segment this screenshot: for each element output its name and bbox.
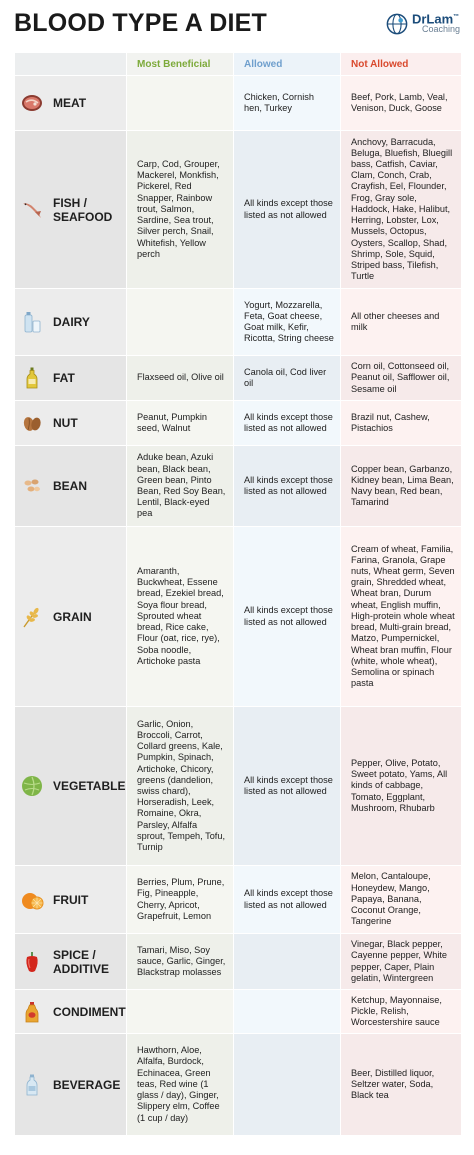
category-cell: [15, 356, 126, 400]
category-cell: [15, 866, 126, 933]
category-cell: [15, 131, 126, 288]
table-row-condiment: [15, 990, 461, 1033]
table-row-fish: [15, 131, 461, 288]
not-allowed-cell: Beef, Pork, Lamb, Veal, Venison, Duck, Goose: [341, 76, 461, 130]
category-name: VEGETABLE: [53, 779, 126, 793]
allowed-cell: Chicken, Cornish hen, Turkey: [234, 76, 340, 130]
most-beneficial-cell: Berries, Plum, Prune, Fig, Pineapple, Cherry, Apricot, Grapefruit, Lemon: [127, 866, 233, 933]
most-beneficial-cell: [127, 289, 233, 355]
not-allowed-cell: Vinegar, Black pepper, Cayenne pepper, White pepper, Caper, Plain gelatin, Wintergreen: [341, 934, 461, 989]
logo-text: [412, 12, 460, 35]
category-cell: [15, 934, 126, 989]
not-allowed-cell: Melon, Cantaloupe, Honeydew, Mango, Papaya, Banana, Coconut Orange, Tangerine: [341, 866, 461, 933]
not-allowed-cell: Cream of wheat, Familia, Farina, Granola, Grape nuts, Wheat germ, Seven grain, Shredded wheat, Wheat bran, Durum wheat, English muffin, High-protein whole wheat bread, Multi-grain bread, Matzo, Pumpernickel, Wheat bran muffin, Flour (white, whole wheat), Semolina or spinach pasta: [341, 527, 461, 706]
header-allowed: Allowed: [234, 53, 340, 75]
table-row-nut: [15, 401, 461, 445]
category-cell: [15, 289, 126, 355]
table-row-meat: [15, 76, 461, 130]
category-name: MEAT: [53, 96, 87, 110]
not-allowed-cell: Pepper, Olive, Potato, Sweet potato, Yams, All kinds of cabbage, Tomato, Eggplant, Mushroom, Rhubarb: [341, 707, 461, 865]
allowed-cell: All kinds except those listed as not allowed: [234, 527, 340, 706]
beverage-bottle-icon: [19, 1072, 45, 1098]
page-title: BLOOD TYPE A DIET: [14, 9, 267, 37]
not-allowed-cell: Beer, Distilled liquor, Seltzer water, Soda, Black tea: [341, 1034, 461, 1135]
category-name: FRUIT: [53, 892, 89, 907]
sauce-bottle-icon: [19, 999, 45, 1025]
logo-trademark: ™: [453, 14, 460, 20]
most-beneficial-cell: Peanut, Pumpkin seed, Walnut: [127, 401, 233, 445]
category-name: DAIRY: [53, 315, 90, 329]
allowed-cell: [234, 1034, 340, 1135]
category-cell: [15, 707, 126, 865]
most-beneficial-cell: Tamari, Miso, Soy sauce, Garlic, Ginger, Blackstrap molasses: [127, 934, 233, 989]
category-name: BEVERAGE: [53, 1077, 121, 1092]
table-row-bean: [15, 446, 461, 526]
allowed-cell: Yogurt, Mozzarella, Feta, Goat cheese, Goat milk, Kefir, Ricotta, String cheese: [234, 289, 340, 355]
category-name: CONDIMENT: [53, 1004, 126, 1019]
most-beneficial-cell: Aduke bean, Azuki bean, Black bean, Green bean, Pinto Bean, Red Soy Bean, Lentil, Black-eyed pea: [127, 446, 233, 526]
table-row-dairy: [15, 289, 461, 355]
table-row-spice: [15, 934, 461, 989]
category-cell: [15, 990, 126, 1033]
most-beneficial-cell: [127, 76, 233, 130]
grain-icon: [19, 604, 45, 630]
category-name: FISH / SEAFOOD: [53, 195, 113, 224]
table-row-fat: [15, 356, 461, 400]
orange-icon: [19, 887, 45, 913]
not-allowed-cell: Anchovy, Barracuda, Beluga, Bluefish, Bluegill bass, Catfish, Caviar, Clam, Conch, Crab, Crayfish, Eel, Flounder, Frog, Gray sole, Haddock, Hake, Halibut, Herring, Lobster, Lox, Mussels, Octopus, Oysters, Scallop, Shad, Shrimp, Sole, Squid, Striped bass, Tilefish, Turtle: [341, 131, 461, 288]
logo-name: [411, 11, 460, 27]
not-allowed-cell: Copper bean, Garbanzo, Kidney bean, Lima Bean, Navy bean, Red bean, Tamarind: [341, 446, 461, 526]
category-cell: [15, 446, 126, 526]
category-name: GRAIN: [53, 609, 92, 624]
logo-subtitle: Coaching: [421, 24, 460, 35]
allowed-cell: Canola oil, Cod liver oil: [234, 356, 340, 400]
oil-bottle-icon: [19, 365, 45, 391]
not-allowed-cell: Ketchup, Mayonnaise, Pickle, Relish, Worcestershire sauce: [341, 990, 461, 1033]
category-cell: [15, 1034, 126, 1135]
allowed-cell: All kinds except those listed as not allowed: [234, 446, 340, 526]
page-header: [0, 0, 474, 48]
table-row-beverage: [15, 1034, 461, 1135]
most-beneficial-cell: Hawthorn, Aloe, Alfalfa, Burdock, Echinacea, Green teas, Red wine (1 glass / day), Ginger, Slippery elm, Coffee (1 cup / day): [127, 1034, 233, 1135]
table-row-fruit: [15, 866, 461, 933]
pepper-icon: [19, 949, 45, 975]
most-beneficial-cell: Amaranth, Buckwheat, Essene bread, Ezekiel bread, Soya flour bread, Sprouted wheat bread, Rice cake, Flour (oat, rice, rye), Soba noodle, Artichoke pasta: [127, 527, 233, 706]
most-beneficial-cell: Flaxseed oil, Olive oil: [127, 356, 233, 400]
allowed-cell: All kinds except those listed as not allowed: [234, 401, 340, 445]
cabbage-icon: [19, 773, 45, 799]
category-cell: [15, 76, 126, 130]
logo-name-text: DrLam: [411, 11, 454, 27]
logo-globe-icon: [386, 13, 408, 35]
diet-table: [14, 52, 462, 1136]
header-most-beneficial: Most Beneficial: [127, 53, 233, 75]
category-name: NUT: [53, 416, 78, 430]
category-name: SPICE / ADDITIVE: [53, 947, 110, 976]
allowed-cell: All kinds except those listed as not allowed: [234, 131, 340, 288]
fish-icon: [19, 197, 45, 223]
most-beneficial-cell: Garlic, Onion, Broccoli, Carrot, Collard greens, Kale, Pumpkin, Spinach, Artichoke, Chicory, greens (dandelion, swiss chard), Horseradish, Leek, Romaine, Okra, Parsley, Alfalfa sprout, Tempeh, Tofu, Turnip: [127, 707, 233, 865]
table-row-vegetable: [15, 707, 461, 865]
allowed-cell: All kinds except those listed as not allowed: [234, 707, 340, 865]
not-allowed-cell: Corn oil, Cottonseed oil, Peanut oil, Safflower oil, Sesame oil: [341, 356, 461, 400]
header-not-allowed: Not Allowed: [341, 53, 461, 75]
allowed-cell: [234, 990, 340, 1033]
milk-icon: [19, 309, 45, 335]
category-name: FAT: [53, 371, 75, 385]
meat-icon: [19, 90, 45, 116]
table-header-row: [15, 53, 461, 75]
category-cell: [15, 527, 126, 706]
nut-icon: [19, 410, 45, 436]
brand-logo: [386, 12, 460, 35]
bean-icon: [19, 473, 45, 499]
not-allowed-cell: All other cheeses and milk: [341, 289, 461, 355]
allowed-cell: All kinds except those listed as not allowed: [234, 866, 340, 933]
allowed-cell: [234, 934, 340, 989]
category-name: BEAN: [53, 479, 88, 493]
header-blank-cell: [15, 53, 126, 75]
table-row-grain: [15, 527, 461, 706]
category-cell: [15, 401, 126, 445]
not-allowed-cell: Brazil nut, Cashew, Pistachios: [341, 401, 461, 445]
most-beneficial-cell: [127, 990, 233, 1033]
most-beneficial-cell: Carp, Cod, Grouper, Mackerel, Monkfish, Pickerel, Red Snapper, Rainbow trout, Salmon, Sardine, Sea trout, Silver perch, Snail, Whitefish, Yellow perch: [127, 131, 233, 288]
